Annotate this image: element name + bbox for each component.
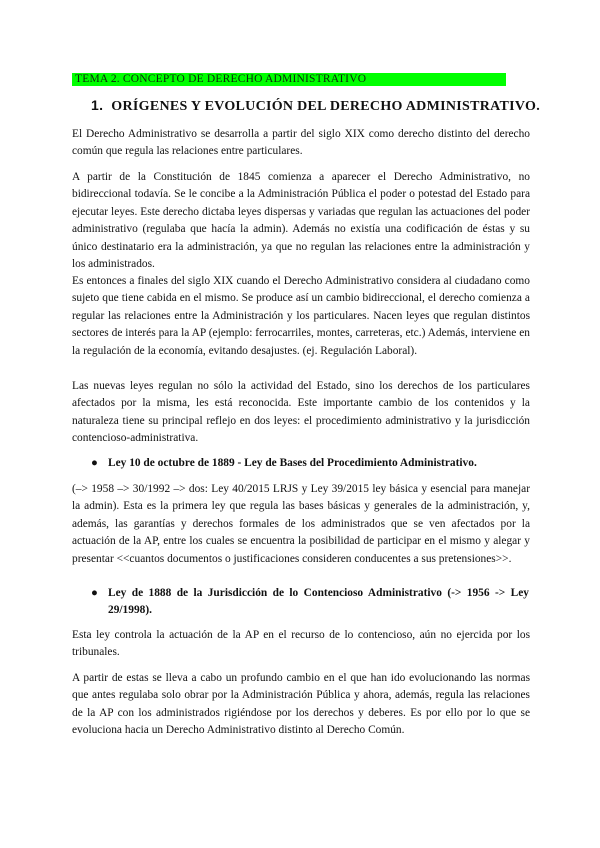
bullet-dot: ● xyxy=(91,457,98,469)
bullet-item-1 xyxy=(91,455,529,472)
bullet-item-2 xyxy=(91,585,529,620)
bullet-text: Ley 10 de octubre de 1889 - Ley de Bases del Procedimiento Administrativo. xyxy=(108,457,477,469)
bullet-dot: ● xyxy=(91,587,98,599)
paragraph-5: (–> 1958 –> 30/1992 –> dos: Ley 40/2015 LRJS y Ley 39/2015 ley básica y esencial para manejar la admin). Esta es la primera ley que regula las bases básicas y generales de la administración, y, además, las garantías y derechos formales de los administrados que se ven afectados por la actuación de la AP, entre los cuales se encuentra la posibilidad de participar en el mismo y alegar y presentar <<cuantos documentos o justificaciones consideren conducentes a sus pretensiones>>. xyxy=(72,483,530,565)
section-banner: TEMA 2. CONCEPTO DE DERECHO ADMINISTRATIVO xyxy=(72,73,506,86)
paragraph-1: El Derecho Administrativo se desarrolla a partir del siglo XIX como derecho distinto del derecho común que regula las relaciones entre particulares. xyxy=(72,128,530,158)
heading-title: ORÍGENES Y EVOLUCIÓN DEL DERECHO ADMINISTRATIVO. xyxy=(111,99,541,114)
paragraph-2: A partir de la Constitución de 1845 comienza a aparecer el Derecho Administrativo, no bidireccional todavía. Se le concibe a la Administración Pública el poder o potestad del Estado para ejecutar leyes. Este derecho dictaba leyes dispersas y variadas que regulan las actuaciones del poder administrativo (regulaba que hacía la admin). Además no existía una codificación de éstas y su único destinatario era la administración, ya que no regulan las relaciones entre la administración y los administrados. xyxy=(72,171,530,271)
paragraph-7: A partir de estas se lleva a cabo un profundo cambio en el que han ido evolucionando las normas que antes regulaba solo obrar por la Administración Pública y ahora, además, regula las relaciones de la AP con los administrados rigiéndose por los derechos y deberes. Es por ello por lo que se evoluciona hacia un Derecho Administrativo distinto al Derecho Común. xyxy=(72,672,530,737)
bullet-text: Ley de 1888 de la Jurisdicción de lo Contencioso Administrativo (-> 1956 -> Ley 29/1998). xyxy=(108,587,529,617)
heading-number: 1. xyxy=(91,97,104,113)
paragraph-4: Las nuevas leyes regulan no sólo la actividad del Estado, sino los derechos de los particulares afectados por la misma, les está reconocida. Este importante cambio de los contenidos y la naturaleza tiene su principal reflejo en dos leyes: el procedimiento administrativo y la jurisdicción contencioso-administrativa. xyxy=(72,380,530,445)
section-heading xyxy=(91,97,541,115)
paragraph-3: Es entonces a finales del siglo XIX cuando el Derecho Administrativo considera al ciudadano como sujeto que tiene cabida en el mismo. Se produce así un cambio bidireccional, el derecho comienza a regular las relaciones entre la Administración y los particulares. Nacen leyes que regulan distintos sectores de interés para la AP (ejemplo: ferrocarriles, montes, carreteras, etc.) Además, interviene en la regulación de la economía, evitando desajustes. (ej. Regulación Laboral). xyxy=(72,275,530,357)
paragraph-6: Esta ley controla la actuación de la AP en el recurso de lo contencioso, aún no ejercida por los tribunales. xyxy=(72,629,530,659)
